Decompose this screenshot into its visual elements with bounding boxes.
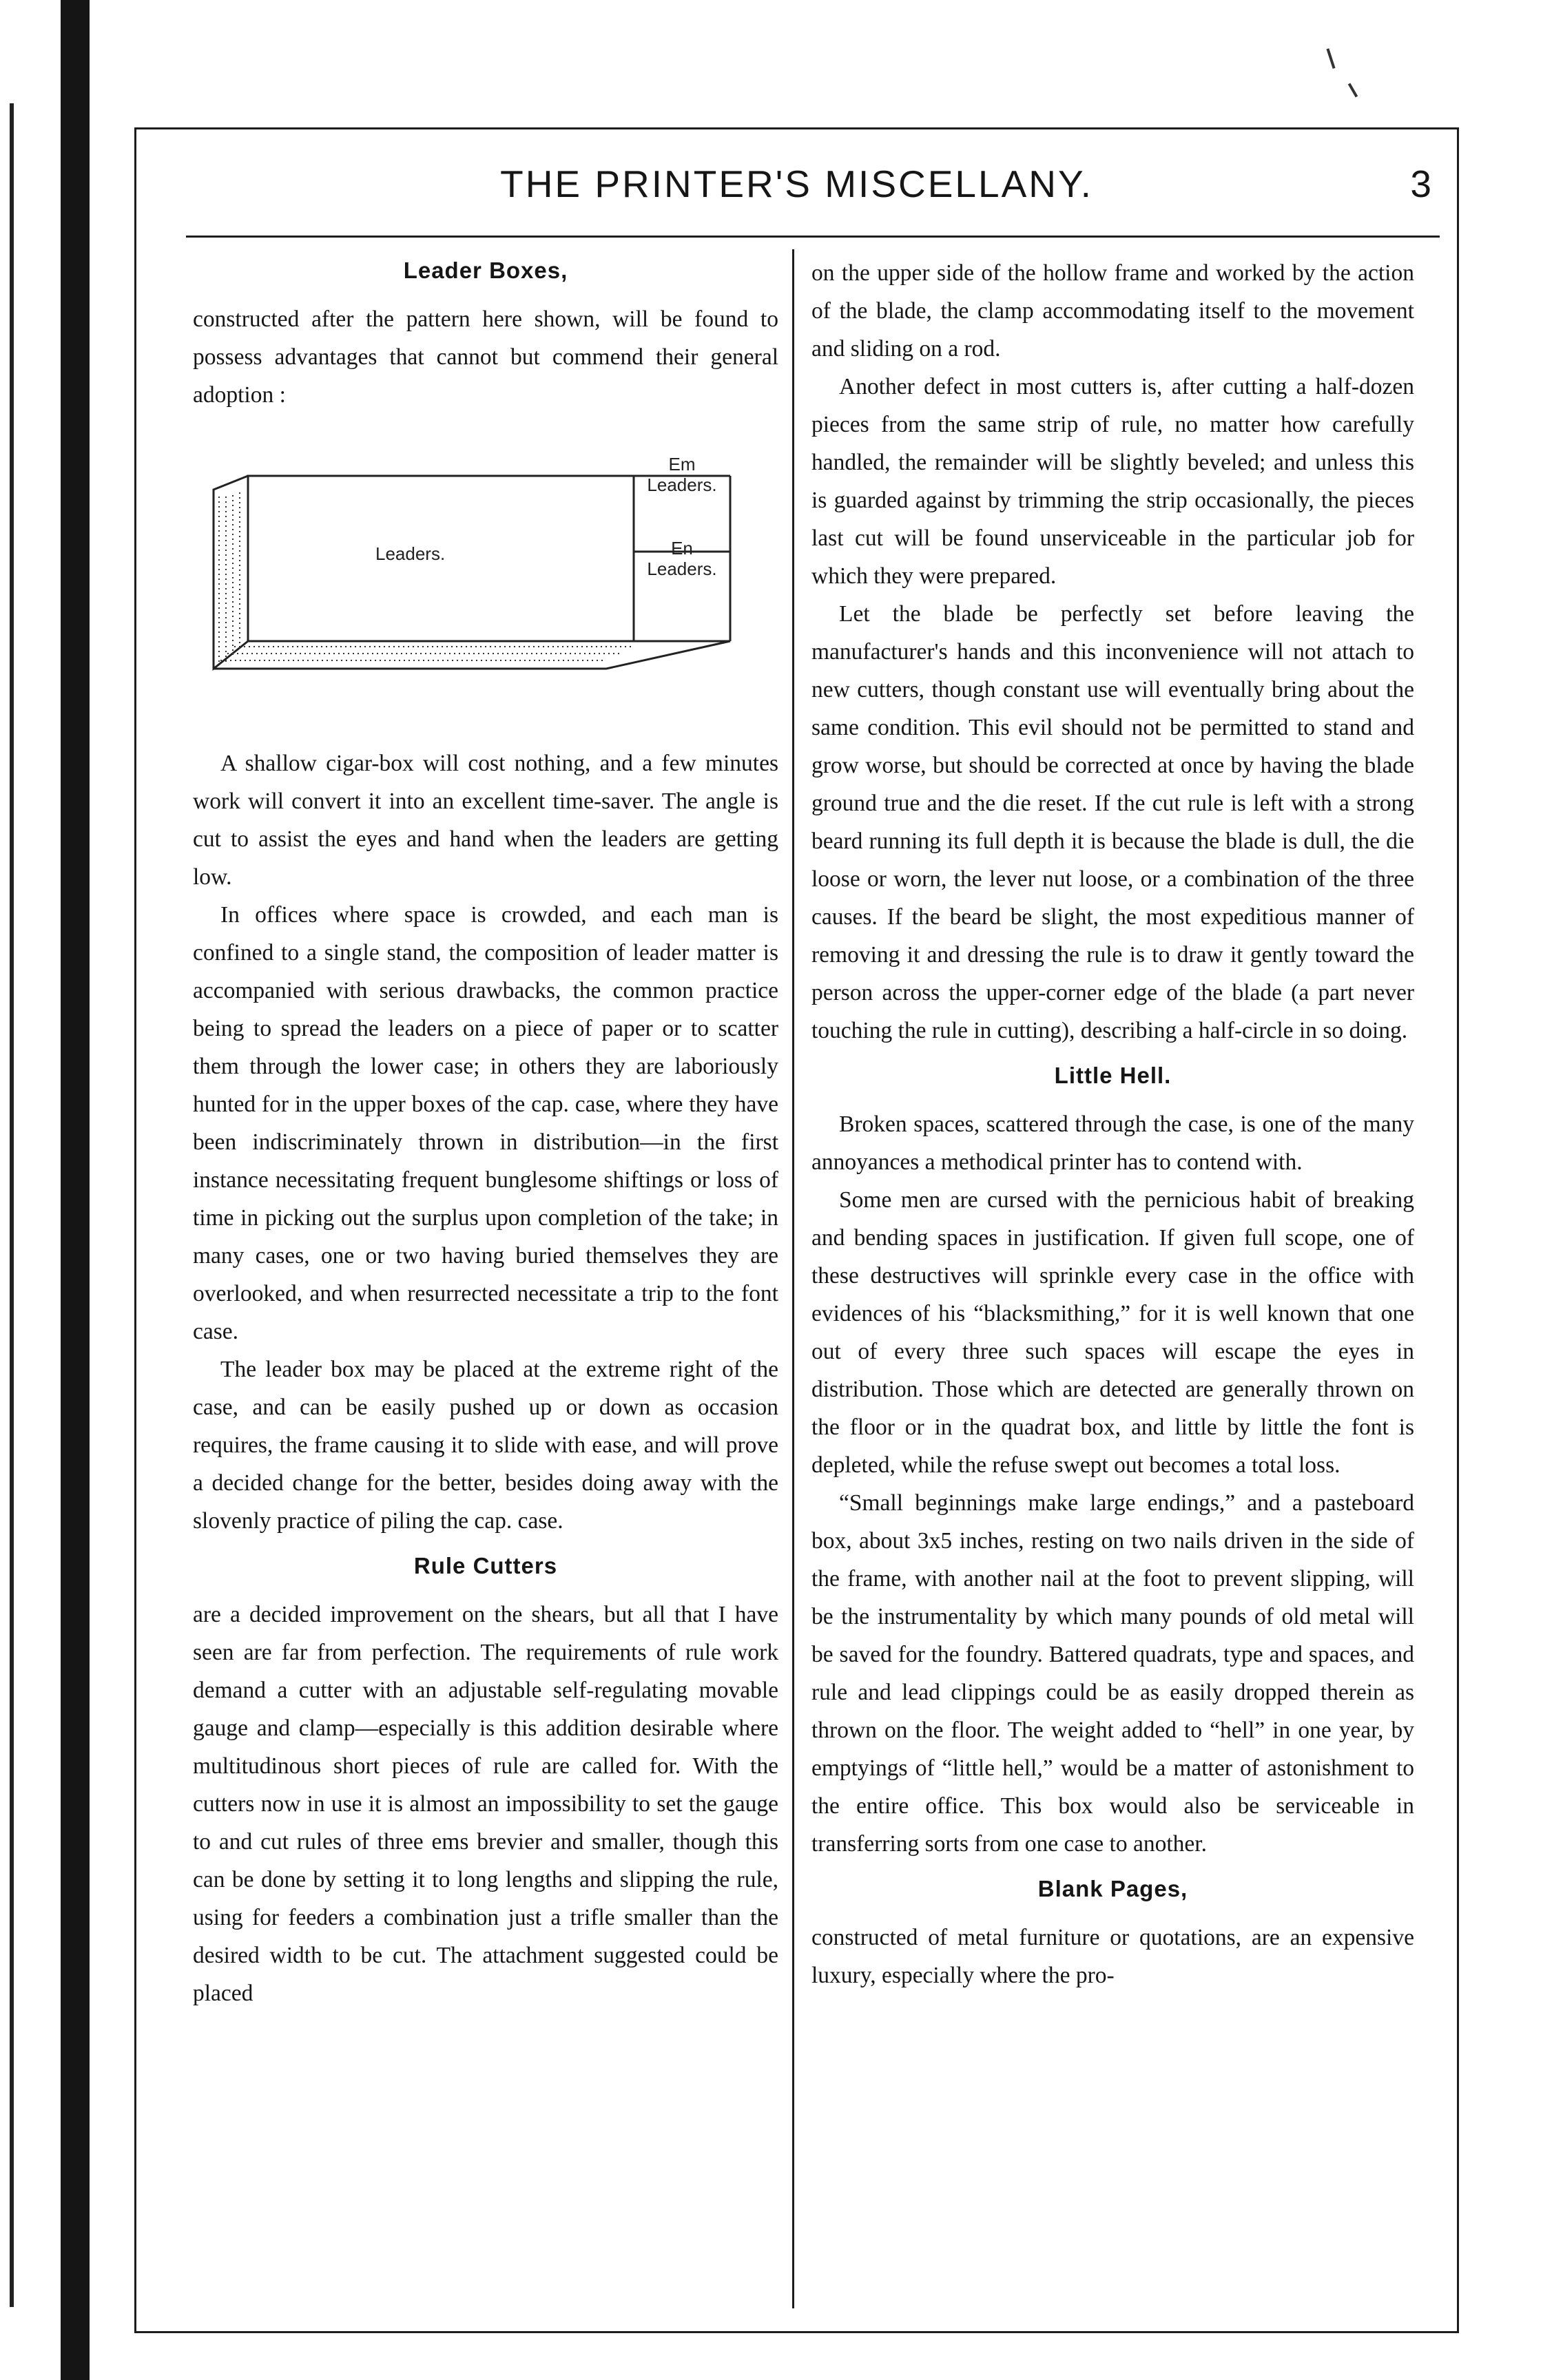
running-title: THE PRINTER'S MISCELLANY.: [500, 163, 1093, 205]
section-heading-rule-cutters: Rule Cutters: [413, 1553, 558, 1578]
page-number: 3: [1410, 163, 1431, 205]
label-leaders: Leaders.: [375, 543, 446, 564]
paragraph: A shallow cigar-box will cost nothing, and a few minutes work will convert it into an excellent time-saver. The angle is cut to assist the eyes and hand when the leaders are getting low.: [193, 751, 778, 890]
scan-mark: [1348, 83, 1358, 97]
book-spine-shadow: [61, 0, 90, 2380]
paragraph: are a decided improvement on the shears, but all that I have seen are far from perfection. The requirements of rule work demand a cutter with an adjustable self-regulating movable gauge and clamp—especially is this addition desirable where multitudinous short pieces of rule are called for. With the cutters now in use it is almost an impossibility to set the gauge to and cut rules of three ems brevier and smaller, though this can be done by setting it to long lengths and slipping the rule, using for feeders a combination just a trifle smaller than the desired width to be cut. The attachment suggested could be placed: [193, 1602, 778, 2006]
right-column: [811, 244, 1414, 1994]
column-divider: [792, 249, 794, 2308]
section-heading-leader-boxes: Leader Boxes,: [403, 258, 568, 283]
paragraph: Broken spaces, scattered through the case, is one of the many annoyances a methodical printer has to contend with.: [811, 1111, 1414, 1175]
scan-mark: [1326, 48, 1335, 69]
paragraph: on the upper side of the hollow frame and worked by the action of the blade, the clamp accommodating itself to the movement and sliding on a rod.: [811, 260, 1414, 362]
paragraph: In offices where space is crowded, and each man is confined to a single stand, the composition of leader matter is accompanied with serious drawbacks, the common practice being to spread the leaders on a piece of paper or to scatter them through the lower case; in others they are laboriously hunted for in the upper boxes of the cap. case, where they have been indiscriminately thrown in distribution—in the first instance necessitating frequent bunglesome shiftings or loss of time in picking out the surplus upon completion of the take; in many cases, one or two having buried themselves they are overlooked, and when resurrected necessitate a trip to the font case.: [193, 902, 778, 1344]
paragraph: Some men are cursed with the pernicious habit of breaking and bending spaces in justification. If given full scope, one of these destructives will sprinkle every case in the office with evidences of his “blacksmithing,” for it is well known that one out of every three such spaces will escape the eyes in distribution. Those which are detected are generally thrown on the floor or in the quadrat box, and little by little the font is depleted, while the refuse swept out becomes a total loss.: [811, 1187, 1414, 1478]
label-en-leaders: En Leaders.: [647, 538, 717, 579]
paragraph: The leader box may be placed at the extreme right of the case, and can be easily pushed up or down as occasion requires, the frame causing it to slide with ease, and will prove a decided change for the better, besides doing away with the slovenly practice of piling the cap. case.: [193, 1357, 778, 1534]
left-column: [193, 244, 778, 2012]
running-header: [134, 162, 1459, 210]
header-rule: [186, 236, 1440, 238]
paragraph: Let the blade be perfectly set before leaving the manufacturer's hands and this inconvenience will not attach to new cutters, though constant use will eventually bring about the same condition. This evil should not be permitted to stand and grow worse, but should be corrected at once by having the blade ground true and the die reset. If the cut rule is left with a strong beard running its full depth it is because the blade is dull, the die loose or worn, the lever nut loose, or a combination of the three causes. If the beard be slight, the most expeditious manner of removing it and dressing the rule is to draw it gently toward the person across the upper-corner edge of the blade (a part never touching the rule in cutting), describing a half-circle in so doing.: [811, 601, 1414, 1043]
paragraph: “Small beginnings make large endings,” and a pasteboard box, about 3x5 inches, resting on two nails driven in the side of the frame, with another nail at the foot to prevent slipping, will be the instrumentality by which many pounds of old metal will be saved for the foundry. Battered quadrats, type and spaces, and rule and lead clippings could be as easily dropped therein as thrown on the floor. The weight added to “hell” in one year, by emptyings of “little hell,” would be a matter of astonishment to the entire office. This box would also be serviceable in transferring sorts from one case to another.: [811, 1490, 1414, 1857]
section-heading-blank-pages: Blank Pages,: [1037, 1876, 1188, 1901]
section-heading-little-hell: Little Hell.: [1054, 1063, 1172, 1088]
leader-box-illustration: [193, 435, 778, 703]
label-em-leaders: Em Leaders.: [647, 454, 717, 495]
paragraph: constructed of metal furniture or quotations, are an expensive luxury, especially where the pro-: [811, 1925, 1414, 1988]
paragraph: Another defect in most cutters is, after cutting a half-dozen pieces from the same strip of rule, no matter how carefully handled, the remainder will be slightly beveled; and unless this is guarded against by trimming the strip occasionally, the pieces last cut will be found unserviceable in the particular job for which they were prepared.: [811, 374, 1414, 589]
page-edge-line: [10, 103, 14, 2307]
paragraph: constructed after the pattern here shown, will be found to possess advantages that cannot but commend their general adoption :: [193, 306, 778, 408]
